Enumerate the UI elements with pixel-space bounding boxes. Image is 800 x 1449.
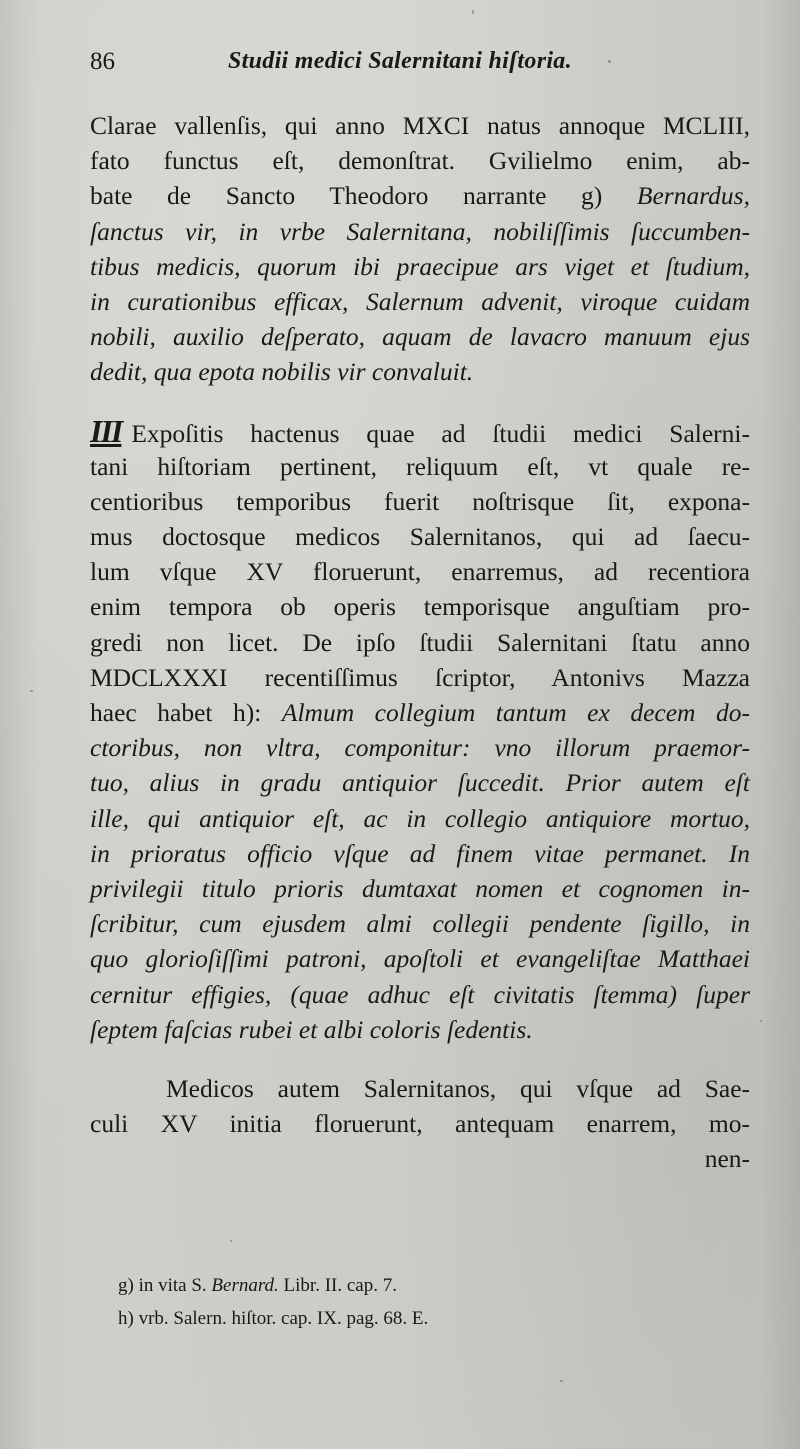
text-run: dedit, qua epota nobilis vir convaluit. xyxy=(90,357,474,387)
text-run: tani hiſtoriam pertinent, reliquum eſt, vt quale re- xyxy=(90,451,750,481)
text-line xyxy=(90,941,750,976)
text-run: Clarae vallenſis, qui anno MXCI natus annoque MCLIII, xyxy=(90,111,750,140)
page-number: 86 xyxy=(90,48,115,75)
text-line xyxy=(90,249,750,284)
text-line xyxy=(90,1071,750,1106)
text-line xyxy=(90,730,750,765)
body-text xyxy=(90,108,750,1176)
text-line xyxy=(90,449,750,484)
text-line xyxy=(90,178,750,213)
text-run: ſcribitur, cum ejusdem almi collegii pendente ſigillo, in xyxy=(90,909,750,939)
text-line xyxy=(90,554,750,589)
text-run: Medicos autem Salernitanos, qui vſque ad Sae- xyxy=(166,1073,750,1103)
text-run: in prioratus officio vſque ad finem vitae permanet. In xyxy=(90,838,750,868)
text-line xyxy=(90,801,750,836)
footnote-run: Bernard. xyxy=(211,1275,279,1296)
text-run: centioribus temporibus fuerit noſtrisque ſit, expona- xyxy=(90,486,750,516)
text-run: ille, qui antiquior eſt, ac in collegio antiquiore mortuo, xyxy=(90,803,750,833)
section-numeral: III xyxy=(90,412,122,449)
text-run: tibus medicis, quorum ibi praecipue ars viget et ſtudium, xyxy=(90,251,750,281)
paragraph-continuation xyxy=(90,108,750,390)
text-line xyxy=(90,214,750,249)
footnote-run: Libr. II. cap. 7. xyxy=(278,1275,397,1296)
footnote-run: h) vrb. Salern. hiſtor. cap. IX. pag. 68. E. xyxy=(118,1308,429,1329)
text-line xyxy=(90,836,750,871)
text-line xyxy=(90,695,750,730)
text-run: lum vſque XV floruerunt, enarremus, ad recentiora xyxy=(90,557,750,587)
text-line xyxy=(90,660,750,695)
text-run: in curationibus efficax, Salernum advenit, viroque cuidam xyxy=(90,286,750,316)
text-run: quo glorioſiſſimi patroni, apoſtoli et evangeliſtae Matthaei xyxy=(90,944,750,974)
text-line xyxy=(90,519,750,554)
text-line xyxy=(90,143,750,178)
text-run: mus doctosque medicos Salernitanos, qui ad ſaecu- xyxy=(90,522,750,552)
text-line xyxy=(90,284,750,319)
text-line xyxy=(90,1106,750,1141)
text-run: ſanctus vir, in vrbe Salernitana, nobiliſſimis ſuccumben- xyxy=(90,216,750,246)
text-run: Almum collegium tantum ex decem do- xyxy=(281,698,750,727)
text-run: Bernardus, xyxy=(636,181,750,211)
text-line xyxy=(90,414,750,449)
text-run: ſeptem faſcias rubei et albi coloris ſedentis. xyxy=(90,1014,533,1044)
text-run: haec habet h): xyxy=(90,698,282,727)
text-line xyxy=(90,589,750,624)
text-line xyxy=(90,906,750,941)
footnote-run: g) in vita S. xyxy=(118,1275,212,1296)
text-line xyxy=(90,484,750,519)
text-line xyxy=(90,1012,750,1047)
text-run: privilegii titulo prioris dumtaxat nomen et cognomen in- xyxy=(90,873,750,903)
text-run: MDCLXXXI recentiſſimus ſcriptor, Antonivs Mazza xyxy=(90,662,750,692)
text-run: fato functus eſt, demonſtrat. Gvilielmo enim, ab- xyxy=(90,146,750,176)
text-line xyxy=(90,977,750,1012)
text-line xyxy=(90,765,750,800)
text-line xyxy=(90,108,750,143)
footnote xyxy=(118,1302,718,1335)
footnotes xyxy=(118,1269,718,1335)
text-run: enim tempora ob operis temporisque anguſtiam pro- xyxy=(90,592,750,622)
text-line xyxy=(90,319,750,354)
text-line xyxy=(90,871,750,906)
text-run: Expoſitis hactenus quae ad ſtudii medici Salerni- xyxy=(131,418,750,448)
text-run: nobili, auxilio deſperato, aquam de lavacro manuum ejus xyxy=(90,322,750,352)
section-paragraph xyxy=(90,414,750,1047)
text-line xyxy=(90,625,750,660)
text-run: ctoribus, non vltra, componitur: vno illorum praemor- xyxy=(90,733,750,763)
text-run: cernitur effigies, (quae adhuc eſt civitatis ſtemma) ſuper xyxy=(90,979,750,1009)
text-run: gredi non licet. De ipſo ſtudii Salernitani ſtatu anno xyxy=(90,627,750,657)
paragraph-medicos xyxy=(90,1071,750,1177)
text-run: bate de Sancto Theodoro narrante g) xyxy=(90,181,637,211)
catchword: nen- xyxy=(704,1144,750,1174)
page-header xyxy=(90,42,650,82)
running-title: Studii medici Salernitani hiſtoria. xyxy=(228,48,572,74)
text-line xyxy=(90,354,750,389)
text-run: culi XV initia floruerunt, antequam enarrem, mo- xyxy=(90,1109,750,1139)
footnote xyxy=(118,1269,718,1302)
text-run: tuo, alius in gradu antiquior ſuccedit. Prior autem eſt xyxy=(90,768,750,798)
